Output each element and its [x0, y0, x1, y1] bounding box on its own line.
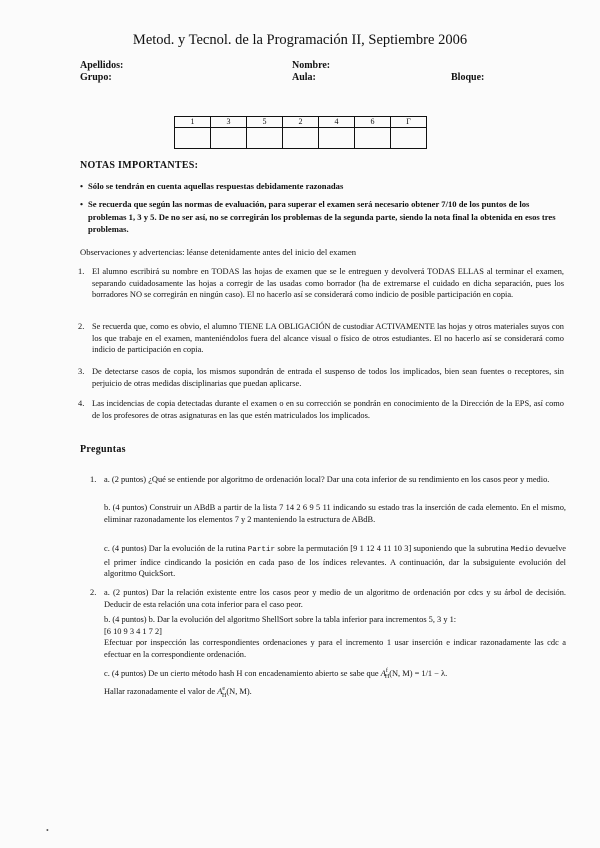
- observacion-item: 3. De detectarse casos de copia, los mismos supondrán de entrada el suspenso de todos los implicados, bien sean fuentes o receptores, sin perjuicio de otras medidas disciplinarias que puedan aplicarse.: [78, 367, 564, 388]
- aula-label: Aula:: [292, 72, 316, 83]
- question-1a: [90, 474, 566, 486]
- score-header-cell: 3: [211, 117, 247, 128]
- observacion-item: 4. Las incidencias de copia detectadas durante el examen o en su corrección se pondrán en conocimiento de la Dirección de la EPS, así como de los profesores de otras asignaturas en las que estén matriculados los implicados.: [78, 399, 564, 420]
- observacion-text: De detectarse casos de copia, los mismos supondrán de entrada el suspenso de todos los implicados, bien sean fuentes o receptores, sin perjuicio de otras medidas disciplinarias que puedan aplicarse.: [92, 367, 564, 388]
- score-cell: [175, 128, 211, 149]
- question-2c: c. (4 puntos) De un cierto método hash H con encadenamiento abierto se sabe que $A^f_H(N$, M) = 1/1 − λ. Hallar razonadamente el valor de $A^e_H(N$, M).: [104, 668, 448, 699]
- page-title: Metod. y Tecnol. de la Programación II, Septiembre 2006: [132, 32, 468, 48]
- question-2b: b. (4 puntos) b. Dar la evolución del algoritmo ShellSort sobre la tabla inferior para incrementos 5, 3 y 1: [6 10 9 3 4 1 7 2] Efectuar por inspección las correspondientes ordenaciones y para el incremento 1 usar inserción e indicar razonadamente las cdc a efectuar en la correspondiente ordenación.: [104, 615, 566, 659]
- formula-A: A: [380, 668, 386, 678]
- question-1c: c. (4 puntos) Dar la evolución de la rutina Partir sobre la permutación [9 1 12 4 11 10 3] suponiendo que la subrutina Medio devuelve el primer índice cindicando la posición en cada paso de los índices relevantes. A continuación, dar la subsiguiente evolución del algoritmo QuickSort.: [104, 544, 566, 579]
- nombre-label: Nombre:: [292, 60, 331, 71]
- nota-item: [80, 198, 564, 236]
- score-table: [174, 116, 427, 149]
- question-2a: [90, 587, 566, 610]
- nota-text: Sólo se tendrán en cuenta aquellas respuestas debidamente razonadas: [88, 181, 344, 191]
- score-cell: [247, 128, 283, 149]
- notas-heading: NOTAS IMPORTANTES:: [80, 160, 199, 171]
- score-header-cell: 6: [355, 117, 391, 128]
- question-text: a. (2 puntos) Dar la relación existente entre los casos peor y medio de un algoritmo de ordenación por cdcs y su árbol de decisión. Deducir de esta relación una cota inferior para el caso peor.: [104, 588, 566, 609]
- shellsort-table: [6 10 9 3 4 1 7 2]: [104, 626, 162, 636]
- score-header-cell: 5: [247, 117, 283, 128]
- observacion-item: 2. Se recuerda que, como es obvio, el alumno TIENE LA OBLIGACIÓN de custodiar ACTIVAMENTE las hojas y otros materiales suyos con los que trabaje en el examen, manteniéndolos fuera del alcance visual o físico de otros estudiantes. El no hacerlo así se considerará como indicio de participación en copia.: [78, 322, 564, 355]
- apellidos-label: Apellidos:: [80, 60, 124, 71]
- preguntas-heading: Preguntas: [80, 444, 126, 455]
- observacion-text: Se recuerda que, como es obvio, el alumno TIENE LA OBLIGACIÓN de custodiar ACTIVAMENTE las hojas y otros materiales suyos con los que trabaje en el examen, manteniéndolos fuera del alcance visual o físico de otros estudiantes. El no hacerlo así se considerará como indicio de participación en copia.: [92, 322, 564, 355]
- bullet-icon: •: [80, 181, 84, 191]
- code-medio: Medio: [510, 546, 534, 554]
- nota-text: Se recuerda que según las normas de evaluación, para superar el examen será necesario obtener 7/10 de los puntos de los problemas 1, 3 y 5. De no ser así, no se corregirán los problemas de la segunda parte, siendo la nota final la obtenida en esos tres problemas.: [88, 199, 556, 235]
- observacion-text: El alumno escribirá su nombre en TODAS las hojas de examen que se le entreguen y devolverá TODAS ELLAS al terminar el examen, separando cuidadosamente las hojas a corregir de las usadas como borrador (ha de extremarse el cuidado en dicha separación, pues los borradores NO se corregirán en ningún caso). El no hacerlo así se considerará como indicio de posible participación en copia.: [92, 267, 564, 300]
- bullet-icon: •: [80, 199, 84, 209]
- question-1b: b. (4 puntos) Construir un ABdB a partir de la lista 7 14 2 6 9 5 11 indicando su estado tras la inserción de cada elemento. En el mismo, eliminar razonadamente los elementos 7 y 2 manteniendo la estructura de ABdB.: [104, 503, 566, 524]
- bloque-label: Bloque:: [451, 72, 485, 83]
- question-number: 2.: [90, 588, 97, 597]
- question-number: 1.: [90, 475, 97, 484]
- observacion-item: 1. El alumno escribirá su nombre en TODAS las hojas de examen que se le entreguen y devolverá TODAS ELLAS al terminar el examen, separando cuidadosamente las hojas a corregir de las usadas como borrador (ha de extremarse el cuidado en dicha separación, pues los borradores NO se corregirán en ningún caso). El no hacerlo así se considerará como indicio de posible participación en copia.: [78, 267, 564, 300]
- observaciones-heading: Observaciones y advertencias: léanse detenidamente antes del inicio del examen: [80, 247, 357, 257]
- score-cell: [211, 128, 247, 149]
- question-text: a. (2 puntos) ¿Qué se entiende por algoritmo de ordenación local? Dar una cota inferior de su rendimiento en los casos peor y medio.: [104, 475, 550, 484]
- margin-mark: •: [46, 826, 49, 835]
- score-cell: [391, 128, 427, 149]
- score-cell: [283, 128, 319, 149]
- grupo-label: Grupo:: [80, 72, 112, 83]
- score-header-cell: 1: [175, 117, 211, 128]
- score-header-cell: Γ: [391, 117, 427, 128]
- code-partir: Partir: [247, 546, 276, 554]
- score-header-cell: 4: [319, 117, 355, 128]
- observacion-text: Las incidencias de copia detectadas durante el examen o en su corrección se pondrán en conocimiento de la Dirección de la EPS, así como de los profesores de otras asignaturas en las que estén matriculados los implicados.: [92, 399, 564, 420]
- score-header-cell: 2: [283, 117, 319, 128]
- score-cell: [319, 128, 355, 149]
- score-cell: [355, 128, 391, 149]
- formula-A: A: [217, 686, 223, 696]
- nota-item: [80, 180, 564, 193]
